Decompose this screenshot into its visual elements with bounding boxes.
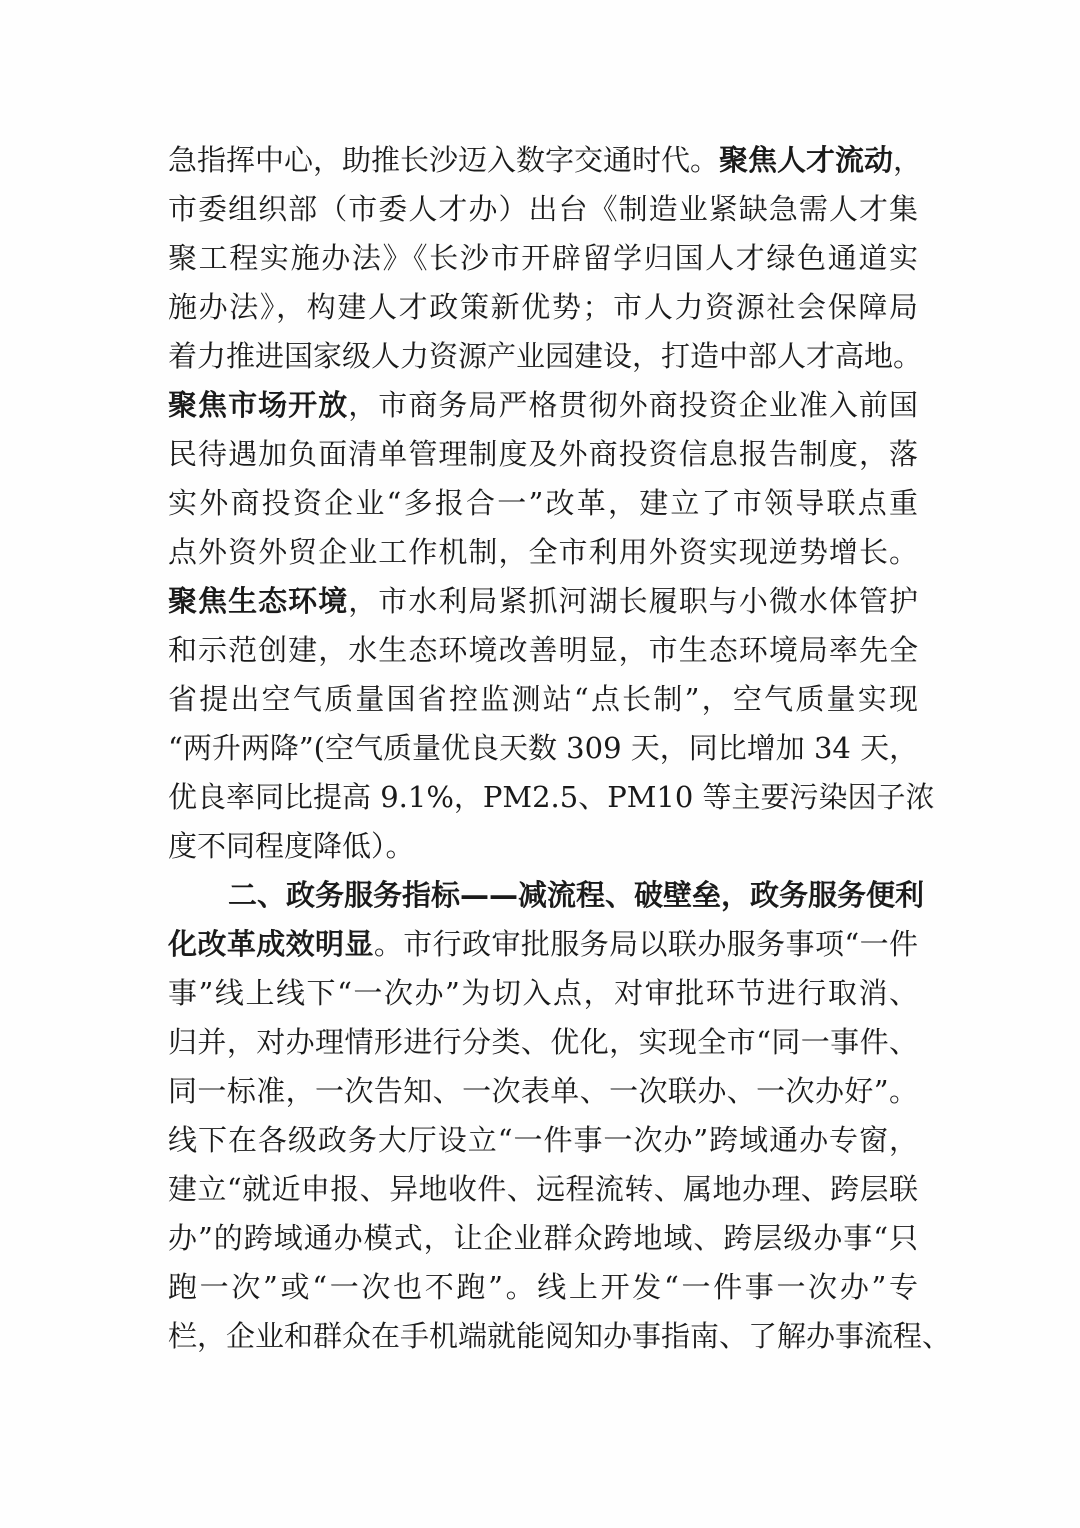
- text-line: [168, 479, 918, 528]
- text-line: [168, 1116, 918, 1165]
- line-text: 市委组织部（市委人才办）出台《制造业紧缺急需人才集: [168, 192, 918, 226]
- text-line: [168, 136, 923, 185]
- line-text: 。市行政审批服务局以联办服务事项“一件: [373, 927, 918, 961]
- text-line: [168, 332, 923, 381]
- text-line: [168, 283, 918, 332]
- body-text: [168, 136, 952, 1361]
- text-line: [168, 675, 918, 724]
- text-line: [168, 1263, 918, 1312]
- line-text: 跑一次”或“一次也不跑”。线上开发“一件事一次办”专: [168, 1270, 918, 1304]
- bold-heading-text: 聚焦人才流动: [719, 143, 894, 177]
- line-text: 事”线上线下“一次办”为切入点，对审批环节进行取消、: [168, 976, 918, 1010]
- line-text: 优良率同比提高 9.1%，PM2.5、PM10 等主要污染因子浓: [168, 780, 935, 814]
- bold-heading-text: 聚焦生态环境: [168, 584, 349, 618]
- text-line: [168, 1067, 918, 1116]
- text-line: [168, 381, 918, 430]
- text-line: [168, 185, 918, 234]
- text-line: [168, 430, 918, 479]
- line-text: 点外资外贸企业工作机制，全市利用外资实现逆势增长。: [168, 535, 918, 569]
- line-text: 归并，对办理情形进行分类、优化，实现全市“同一事件、: [168, 1025, 918, 1059]
- text-line: [168, 1018, 918, 1067]
- text-line: [168, 626, 918, 675]
- line-text: 民待遇加负面清单管理制度及外商投资信息报告制度，落: [168, 437, 918, 471]
- text-line: [168, 577, 918, 626]
- line-text: 线下在各级政务大厅设立“一件事一次办”跨域通办专窗，: [168, 1123, 918, 1157]
- line-text: 聚工程实施办法》《长沙市开辟留学归国人才绿色通道实: [168, 241, 918, 275]
- line-text: ，市水利局紧抓河湖长履职与小微水体管护: [348, 584, 918, 618]
- line-text: 办”的跨域通办模式，让企业群众跨地域、跨层级办事“只: [168, 1221, 918, 1255]
- line-text: 同一标准，一次告知、一次表单、一次联办、一次办好”。: [168, 1074, 918, 1108]
- text-line: [168, 1312, 952, 1361]
- text-line: [168, 920, 918, 969]
- text-line: [168, 234, 918, 283]
- line-text: 省提出空气质量国省控监测站“点长制”，空气质量实现: [168, 682, 918, 716]
- text-line: [168, 1214, 918, 1263]
- bold-heading-text: 聚焦市场开放: [168, 388, 349, 422]
- line-text: 栏，企业和群众在手机端就能阅知办事指南、了解办事流程、: [168, 1319, 952, 1353]
- line-text: “两升两降”(空气质量优良天数 309 天，同比增加 34 天，: [168, 731, 919, 765]
- text-line: [168, 724, 918, 773]
- line-text: ，: [893, 143, 923, 177]
- line-text: 着力推进国家级人力资源产业园建设，打造中部人才高地。: [168, 339, 923, 373]
- line-text: ，市商务局严格贯彻外商投资企业准入前国: [348, 388, 918, 422]
- line-text: 急指挥中心，助推长沙迈入数字交通时代。: [168, 143, 720, 177]
- line-text: 建立“就近申报、异地收件、远程流转、属地办理、跨层联: [168, 1172, 918, 1206]
- text-line: [168, 773, 935, 822]
- line-text: 度不同程度降低）。: [168, 829, 415, 863]
- line-text: 施办法》，构建人才政策新优势；市人力资源社会保障局: [168, 290, 918, 324]
- text-line: [168, 871, 925, 920]
- text-line: [168, 528, 918, 577]
- bold-heading-text: 化改革成效明显: [168, 927, 374, 961]
- text-line: [168, 822, 918, 871]
- line-text: 和示范创建，水生态环境改善明显，市生态环境局率先全: [168, 633, 918, 667]
- text-line: [168, 969, 918, 1018]
- text-line: [168, 1165, 918, 1214]
- bold-heading-text: 二、政务服务指标——减流程、破壁垒，政务服务便利: [228, 878, 925, 912]
- line-text: 实外商投资企业“多报合一”改革，建立了市领导联点重: [168, 486, 918, 520]
